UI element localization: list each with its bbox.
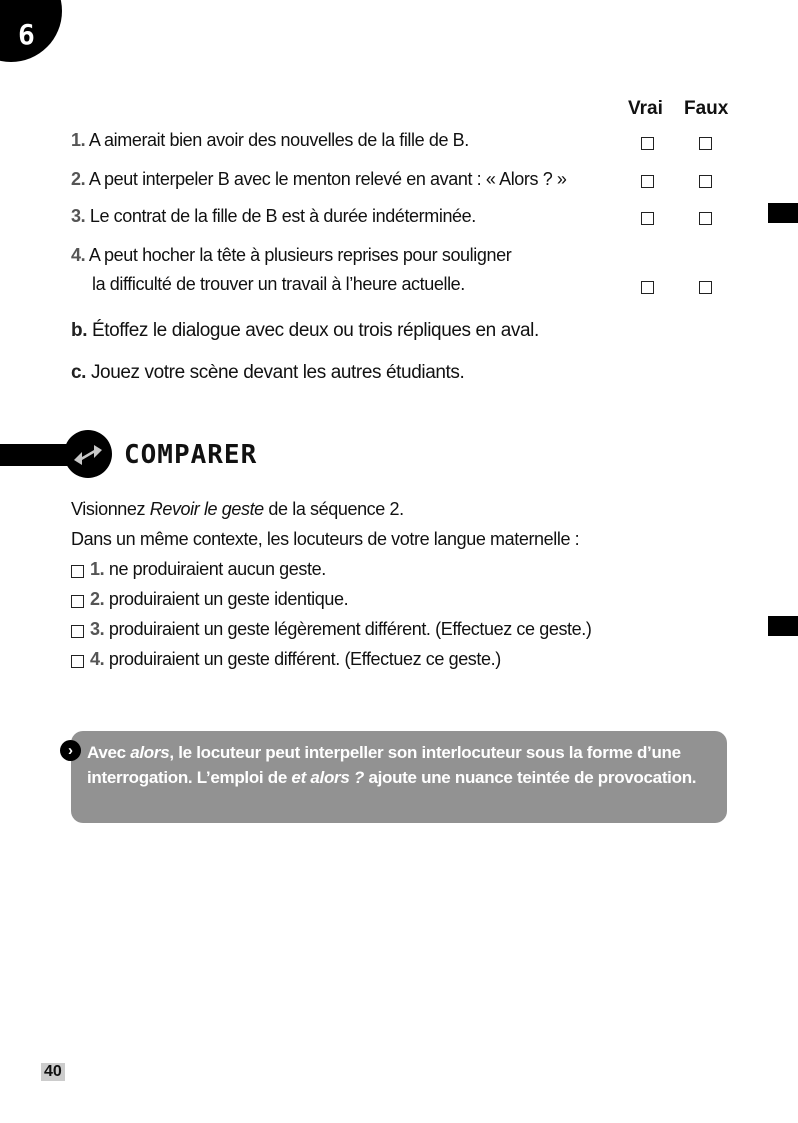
instruction-c — [71, 362, 464, 384]
option-number: 2. — [90, 589, 105, 609]
option-text: produiraient un geste identique. — [108, 589, 349, 609]
true-checkbox-4[interactable] — [641, 281, 654, 294]
option-3 — [90, 619, 591, 640]
option-checkbox-1[interactable] — [71, 565, 84, 578]
note-part: Avec — [87, 743, 131, 762]
side-tab-marker — [768, 616, 798, 636]
statement-text: A peut interpeler B avec le menton relevé en avant : « Alors ? » — [88, 169, 567, 189]
statement-1 — [71, 130, 469, 151]
option-text: produiraient un geste différent. (Effectuez ce geste.) — [108, 649, 501, 669]
false-checkbox-3[interactable] — [699, 212, 712, 225]
option-4 — [90, 649, 501, 670]
note-text — [87, 740, 722, 790]
intro-text: de la séquence 2. — [263, 499, 404, 519]
true-checkbox-3[interactable] — [641, 212, 654, 225]
option-number: 3. — [90, 619, 105, 639]
option-text: produiraient un geste légèrement différent. (Effectuez ce geste.) — [108, 619, 592, 639]
item-number: 2. — [71, 169, 86, 189]
note-italic: et alors ? — [291, 768, 365, 787]
statement-text: A aimerait bien avoir des nouvelles de la fille de B. — [88, 130, 469, 150]
false-checkbox-2[interactable] — [699, 175, 712, 188]
column-true-header: Vrai — [628, 98, 663, 119]
note-part: , le locuteur peut interpeller son interlocuteur sous la forme d’une interrogation. L’emploi de — [87, 743, 681, 787]
option-text: ne produiraient aucun geste. — [108, 559, 326, 579]
option-1 — [90, 559, 326, 580]
note-italic: alors — [130, 743, 170, 762]
section-intro — [71, 499, 404, 520]
statement-3 — [71, 206, 476, 227]
instruction-text: Jouez votre scène devant les autres étudiants. — [90, 362, 465, 383]
item-number: 3. — [71, 206, 86, 226]
option-checkbox-3[interactable] — [71, 625, 84, 638]
statement-text: A peut hocher la tête à plusieurs reprises pour souligner — [88, 245, 512, 265]
note-part: ajoute une nuance teintée de provocation. — [364, 768, 697, 787]
item-number: 1. — [71, 130, 86, 150]
chapter-number: 6 — [18, 18, 35, 51]
item-number: 4. — [71, 245, 86, 265]
video-title: Revoir le geste — [149, 499, 264, 519]
side-tab-marker — [768, 203, 798, 223]
instruction-text: Étoffez le dialogue avec deux ou trois répliques en aval. — [91, 320, 539, 341]
compare-arrows-icon — [64, 430, 112, 478]
statement-4 — [71, 245, 511, 266]
instruction-letter: b. — [71, 320, 88, 341]
option-number: 4. — [90, 649, 105, 669]
section-question: Dans un même contexte, les locuteurs de votre langue maternelle : — [71, 529, 580, 549]
true-checkbox-1[interactable] — [641, 137, 654, 150]
statement-text: Le contrat de la fille de B est à durée indéterminée. — [89, 206, 476, 226]
statement-2 — [71, 169, 567, 190]
option-checkbox-2[interactable] — [71, 595, 84, 608]
note-box — [71, 731, 727, 823]
option-checkbox-4[interactable] — [71, 655, 84, 668]
true-checkbox-2[interactable] — [641, 175, 654, 188]
option-2 — [90, 589, 348, 610]
statement-4-continued: la difficulté de trouver un travail à l’heure actuelle. — [92, 274, 465, 294]
false-checkbox-4[interactable] — [699, 281, 712, 294]
intro-text: Visionnez — [71, 499, 150, 519]
instruction-b — [71, 320, 539, 342]
chevron-right-icon: › — [60, 740, 81, 761]
option-number: 1. — [90, 559, 105, 579]
section-title: COMPARER — [124, 440, 258, 470]
false-checkbox-1[interactable] — [699, 137, 712, 150]
page-number: 40 — [41, 1063, 65, 1081]
instruction-letter: c. — [71, 362, 87, 383]
column-false-header: Faux — [684, 98, 729, 119]
